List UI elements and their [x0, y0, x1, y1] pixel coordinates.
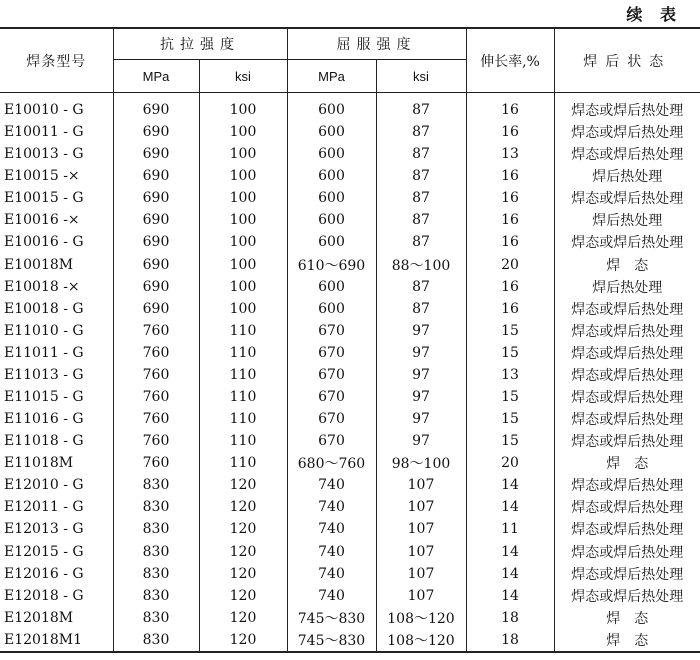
- cell-yield-ksi: 87: [376, 187, 466, 209]
- cell-elongation: 15: [466, 430, 554, 452]
- cell-model: E11013 - G: [4, 366, 84, 383]
- cell-tensile-ksi: 120: [199, 607, 287, 629]
- cell-yield-ksi: 87: [376, 93, 466, 122]
- cell-tensile-ksi: 120: [199, 496, 287, 518]
- cell-elongation: 13: [466, 364, 554, 386]
- cell-elongation: 16: [466, 298, 554, 320]
- cell-yield-mpa: 740: [287, 585, 376, 607]
- cell-tensile-ksi: 120: [199, 563, 287, 585]
- table-row: [0, 364, 700, 386]
- cell-tensile-ksi: 100: [199, 143, 287, 165]
- header-elongation: 伸长率,%: [466, 28, 554, 93]
- cell-yield-mpa: 740: [287, 563, 376, 585]
- cell-yield-ksi: 97: [376, 342, 466, 364]
- cell-tensile-mpa: 760: [113, 342, 199, 364]
- cell-tensile-mpa: 830: [113, 563, 199, 585]
- cell-model: E11018M: [4, 455, 74, 472]
- cell-tensile-ksi: 120: [199, 629, 287, 652]
- table-row: [0, 496, 700, 518]
- cell-yield-mpa: 745～830: [287, 607, 376, 629]
- cell-elongation: 15: [466, 386, 554, 408]
- cell-yield-ksi: 87: [376, 121, 466, 143]
- cell-model: E10015 - G: [4, 190, 84, 207]
- table-row: [0, 474, 700, 496]
- cell-tensile-ksi: 110: [199, 408, 287, 430]
- cell-state: 焊态或焊后热处理: [554, 386, 700, 408]
- cell-yield-ksi: 97: [376, 386, 466, 408]
- table-row: [0, 143, 700, 165]
- cell-tensile-ksi: 100: [199, 209, 287, 231]
- cell-yield-ksi: 87: [376, 298, 466, 320]
- cell-tensile-ksi: 100: [199, 231, 287, 253]
- table-row: [0, 298, 700, 320]
- cell-model: E12013 - G: [4, 521, 84, 538]
- header-model: 焊条型号: [0, 28, 113, 93]
- cell-model: E11011 - G: [4, 344, 84, 361]
- table-row: [0, 231, 700, 253]
- table-row: [0, 386, 700, 408]
- cell-model: E10016 - G: [4, 234, 84, 251]
- cell-tensile-mpa: 690: [113, 93, 199, 122]
- cell-yield-mpa: 610～690: [287, 253, 376, 275]
- header-yield-ksi: ksi: [376, 60, 466, 93]
- header-tensile-ksi: ksi: [199, 60, 287, 93]
- cell-elongation: 20: [466, 253, 554, 275]
- cell-tensile-mpa: 760: [113, 452, 199, 474]
- cell-elongation: 11: [466, 518, 554, 540]
- cell-state: 焊态或焊后热处理: [554, 320, 700, 342]
- cell-tensile-ksi: 100: [199, 165, 287, 187]
- cell-yield-ksi: 107: [376, 540, 466, 562]
- table-row: [0, 607, 700, 629]
- cell-state: 焊态或焊后热处理: [554, 563, 700, 585]
- cell-yield-mpa: 670: [287, 430, 376, 452]
- cell-model: E10018 - G: [4, 300, 84, 317]
- cell-model: E10015 -×: [4, 168, 80, 185]
- cell-elongation: 16: [466, 276, 554, 298]
- table-row: [0, 540, 700, 562]
- table-row: [0, 320, 700, 342]
- cell-tensile-ksi: 120: [199, 585, 287, 607]
- cell-tensile-mpa: 830: [113, 585, 199, 607]
- cell-tensile-ksi: 100: [199, 276, 287, 298]
- cell-tensile-ksi: 100: [199, 93, 287, 122]
- cell-tensile-mpa: 760: [113, 430, 199, 452]
- cell-model: E12018M: [4, 609, 74, 626]
- cell-model: E12018 - G: [4, 587, 84, 604]
- cell-tensile-mpa: 830: [113, 607, 199, 629]
- cell-yield-mpa: 740: [287, 540, 376, 562]
- cell-tensile-ksi: 110: [199, 386, 287, 408]
- cell-state: 焊态或焊后热处理: [554, 93, 700, 122]
- cell-tensile-mpa: 760: [113, 320, 199, 342]
- cell-state: 焊态或焊后热处理: [554, 474, 700, 496]
- cell-tensile-mpa: 830: [113, 629, 199, 652]
- cell-state: 焊态或焊后热处理: [554, 364, 700, 386]
- electrode-properties-table: [0, 27, 700, 653]
- cell-yield-ksi: 97: [376, 364, 466, 386]
- cell-elongation: 18: [466, 629, 554, 652]
- cell-state: 焊态或焊后热处理: [554, 121, 700, 143]
- cell-tensile-mpa: 690: [113, 209, 199, 231]
- cell-tensile-ksi: 120: [199, 540, 287, 562]
- cell-model: E10011 - G: [4, 124, 84, 141]
- cell-elongation: 14: [466, 540, 554, 562]
- cell-model: E10013 - G: [4, 146, 84, 163]
- cell-tensile-ksi: 110: [199, 452, 287, 474]
- cell-elongation: 15: [466, 342, 554, 364]
- cell-yield-ksi: 107: [376, 518, 466, 540]
- table-row: [0, 408, 700, 430]
- cell-elongation: 14: [466, 585, 554, 607]
- cell-tensile-mpa: 690: [113, 253, 199, 275]
- cell-yield-mpa: 670: [287, 342, 376, 364]
- cell-tensile-mpa: 690: [113, 231, 199, 253]
- cell-elongation: 18: [466, 607, 554, 629]
- table-row: [0, 629, 700, 652]
- cell-tensile-ksi: 110: [199, 320, 287, 342]
- table-row: [0, 187, 700, 209]
- cell-tensile-mpa: 690: [113, 165, 199, 187]
- cell-elongation: 16: [466, 93, 554, 122]
- cell-yield-ksi: 107: [376, 563, 466, 585]
- cell-yield-mpa: 600: [287, 298, 376, 320]
- cell-state: 焊态或焊后热处理: [554, 585, 700, 607]
- cell-model: E12015 - G: [4, 543, 84, 560]
- cell-tensile-mpa: 830: [113, 474, 199, 496]
- cell-state: 焊态或焊后热处理: [554, 540, 700, 562]
- cell-tensile-mpa: 690: [113, 143, 199, 165]
- cell-model: E10018 -×: [4, 278, 80, 295]
- table-row: [0, 165, 700, 187]
- cell-state: 焊态或焊后热处理: [554, 518, 700, 540]
- cell-tensile-ksi: 110: [199, 364, 287, 386]
- cell-yield-ksi: 97: [376, 320, 466, 342]
- cell-tensile-mpa: 760: [113, 364, 199, 386]
- cell-yield-ksi: 88～100: [376, 253, 466, 275]
- cell-yield-mpa: 670: [287, 364, 376, 386]
- cell-yield-mpa: 670: [287, 408, 376, 430]
- cell-state: 焊后热处理: [554, 276, 700, 298]
- cell-model: E12010 - G: [4, 477, 84, 494]
- cell-tensile-mpa: 690: [113, 121, 199, 143]
- table-row: [0, 563, 700, 585]
- cell-model: E10010 - G: [4, 102, 84, 118]
- cell-state: 焊态或焊后热处理: [554, 187, 700, 209]
- cell-tensile-mpa: 690: [113, 276, 199, 298]
- cell-model: E10016 -×: [4, 212, 80, 229]
- cell-tensile-mpa: 760: [113, 386, 199, 408]
- table-row: [0, 93, 700, 122]
- table-row: [0, 518, 700, 540]
- cell-yield-mpa: 600: [287, 187, 376, 209]
- cell-state: 焊态或焊后热处理: [554, 342, 700, 364]
- cell-state: 焊 态: [554, 253, 700, 275]
- cell-elongation: 16: [466, 165, 554, 187]
- cell-elongation: 16: [466, 187, 554, 209]
- header-post-weld-state: 焊后状态: [554, 28, 700, 93]
- cell-state: 焊态或焊后热处理: [554, 231, 700, 253]
- cell-elongation: 13: [466, 143, 554, 165]
- cell-tensile-mpa: 830: [113, 518, 199, 540]
- table-row: [0, 276, 700, 298]
- cell-yield-mpa: 600: [287, 93, 376, 122]
- cell-tensile-mpa: 830: [113, 540, 199, 562]
- cell-yield-mpa: 680～760: [287, 452, 376, 474]
- cell-model: E10018M: [4, 256, 74, 273]
- cell-yield-ksi: 87: [376, 209, 466, 231]
- table-row: [0, 342, 700, 364]
- header-yield-mpa: MPa: [287, 60, 376, 93]
- cell-model: E12018M1: [4, 631, 82, 648]
- cell-yield-ksi: 98～100: [376, 452, 466, 474]
- cell-yield-ksi: 87: [376, 165, 466, 187]
- cell-elongation: 16: [466, 209, 554, 231]
- cell-yield-mpa: 745～830: [287, 629, 376, 652]
- cell-elongation: 14: [466, 496, 554, 518]
- cell-tensile-ksi: 120: [199, 474, 287, 496]
- cell-state: 焊 态: [554, 452, 700, 474]
- table-row: [0, 209, 700, 231]
- cell-yield-ksi: 87: [376, 143, 466, 165]
- table-row: [0, 452, 700, 474]
- cell-yield-mpa: 600: [287, 276, 376, 298]
- table-row: [0, 430, 700, 452]
- table-header: [0, 28, 700, 93]
- cell-yield-ksi: 107: [376, 496, 466, 518]
- cell-state: 焊态或焊后热处理: [554, 143, 700, 165]
- cell-tensile-ksi: 110: [199, 430, 287, 452]
- cell-yield-ksi: 97: [376, 408, 466, 430]
- cell-yield-mpa: 740: [287, 518, 376, 540]
- cell-elongation: 16: [466, 231, 554, 253]
- cell-yield-mpa: 600: [287, 121, 376, 143]
- cell-tensile-ksi: 120: [199, 518, 287, 540]
- cell-elongation: 16: [466, 121, 554, 143]
- cell-tensile-ksi: 100: [199, 253, 287, 275]
- cell-tensile-mpa: 690: [113, 298, 199, 320]
- cell-yield-mpa: 600: [287, 209, 376, 231]
- cell-yield-ksi: 97: [376, 430, 466, 452]
- cell-tensile-ksi: 100: [199, 121, 287, 143]
- cell-tensile-mpa: 760: [113, 408, 199, 430]
- cell-yield-mpa: 670: [287, 386, 376, 408]
- cell-model: E12016 - G: [4, 565, 84, 582]
- cell-state: 焊 态: [554, 607, 700, 629]
- table-body: [0, 93, 700, 652]
- cell-elongation: 20: [466, 452, 554, 474]
- cell-state: 焊态或焊后热处理: [554, 408, 700, 430]
- cell-tensile-mpa: 830: [113, 496, 199, 518]
- cell-elongation: 15: [466, 408, 554, 430]
- cell-state: 焊 态: [554, 629, 700, 652]
- cell-yield-ksi: 108～120: [376, 629, 466, 652]
- table-row: [0, 253, 700, 275]
- cell-yield-mpa: 600: [287, 143, 376, 165]
- cell-tensile-ksi: 100: [199, 187, 287, 209]
- cell-tensile-ksi: 100: [199, 298, 287, 320]
- table-row: [0, 121, 700, 143]
- cell-state: 焊态或焊后热处理: [554, 430, 700, 452]
- cell-tensile-mpa: 690: [113, 187, 199, 209]
- cell-yield-ksi: 87: [376, 231, 466, 253]
- cell-yield-ksi: 107: [376, 474, 466, 496]
- header-tensile-mpa: MPa: [113, 60, 199, 93]
- cell-elongation: 14: [466, 563, 554, 585]
- cell-state: 焊后热处理: [554, 209, 700, 231]
- cell-yield-ksi: 107: [376, 585, 466, 607]
- cell-elongation: 14: [466, 474, 554, 496]
- header-tensile-strength: 抗拉强度: [113, 28, 287, 60]
- cell-state: 焊态或焊后热处理: [554, 298, 700, 320]
- header-yield-strength: 屈服强度: [287, 28, 466, 60]
- cell-elongation: 15: [466, 320, 554, 342]
- cell-yield-ksi: 108～120: [376, 607, 466, 629]
- cell-yield-mpa: 670: [287, 320, 376, 342]
- cell-state: 焊后热处理: [554, 165, 700, 187]
- continued-table-label: 续 表: [626, 5, 682, 24]
- cell-yield-mpa: 600: [287, 165, 376, 187]
- cell-model: E12011 - G: [4, 499, 84, 516]
- cell-tensile-ksi: 110: [199, 342, 287, 364]
- cell-model: E11018 - G: [4, 433, 84, 450]
- cell-yield-ksi: 87: [376, 276, 466, 298]
- cell-yield-mpa: 740: [287, 474, 376, 496]
- table-row: [0, 585, 700, 607]
- cell-model: E11016 - G: [4, 411, 84, 428]
- cell-state: 焊态或焊后热处理: [554, 496, 700, 518]
- cell-model: E11015 - G: [4, 388, 84, 405]
- cell-yield-mpa: 740: [287, 496, 376, 518]
- cell-model: E11010 - G: [4, 322, 84, 339]
- cell-yield-mpa: 600: [287, 231, 376, 253]
